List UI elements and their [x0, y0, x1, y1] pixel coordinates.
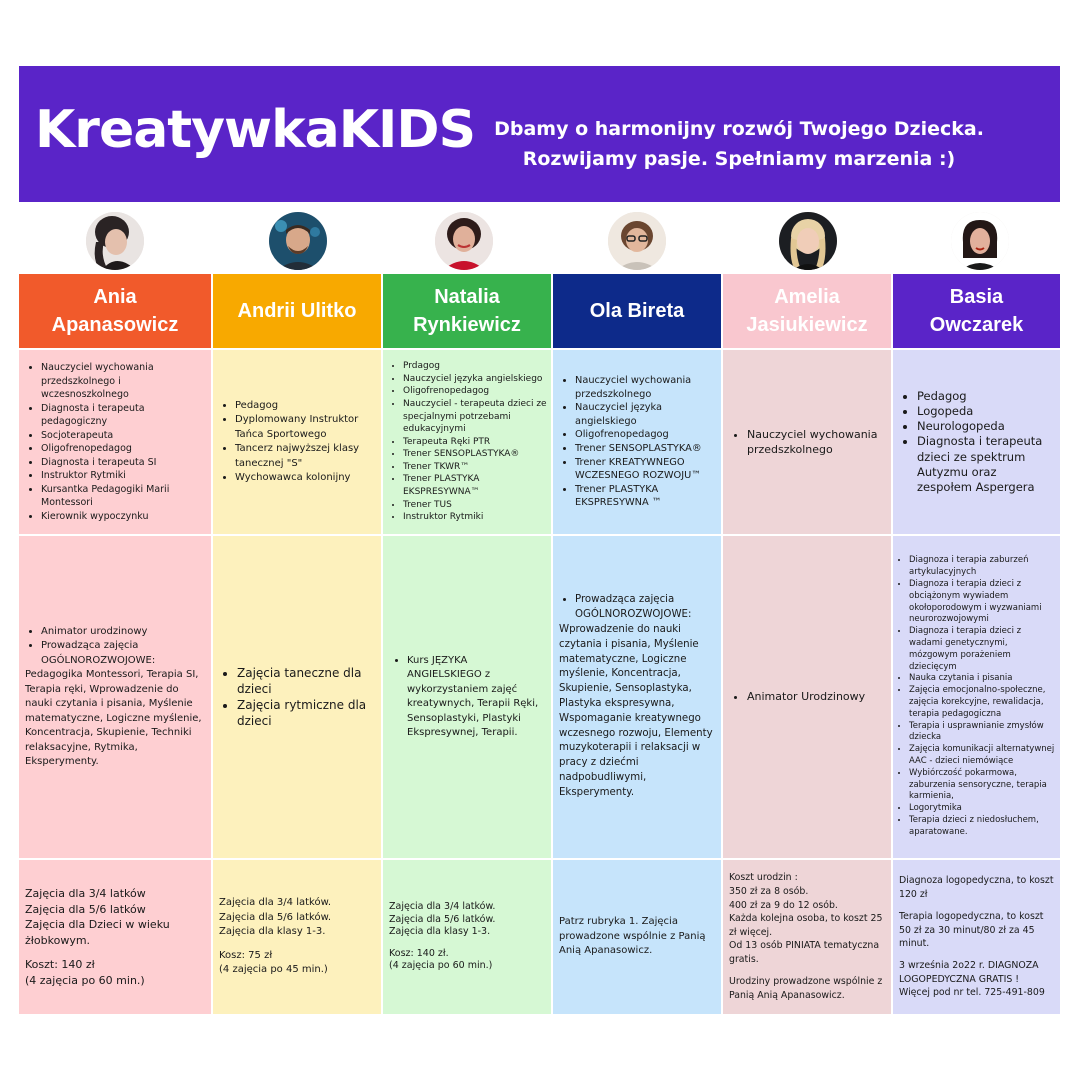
column-basia [893, 274, 1060, 1014]
pricing-cell [723, 860, 891, 1014]
pricing-line: Diagnoza logopedyczna, to koszt 120 zł [899, 875, 1054, 900]
avatar [608, 212, 666, 270]
pricing-line: Zajęcia dla 3/4 latków. [219, 897, 332, 909]
pricing-line: Zajęcia dla klasy 1-3. [219, 926, 326, 938]
list-item: • Wybiórczość pokarmowa, zaburzenia sensoryczne, terapia karmienia, [909, 768, 1056, 803]
classes-cell [213, 536, 381, 858]
column-header: Basia Owczarek [893, 274, 1060, 348]
list-item: • Instruktor Rytmiki [41, 469, 205, 483]
list-item: • Logopeda [917, 404, 1052, 419]
tagline-line: Rozwijamy pasje. Spełniamy marzenia :) [522, 148, 956, 170]
classes-description: Wprowadzenie do nauki czytania i pisania, Myślenie matematyczne, Logiczne myślenie, Koncentracja, Skupienie, Sensoplastyka, Plastyka ekspresywna, Wspomaganie kreatywnego wczesnego rozwoju, Elementy muzykoterapii i relaksacji w pracy z dziećmi nadpobudliwymi, Eksperymenty. [559, 624, 713, 798]
list-item: • Trener TUS [403, 499, 547, 512]
list-item: • Trener PLASTYKA EKSPRESYWNA ™ [575, 483, 715, 510]
list-item: • Kurs JĘZYKA ANGIELSKIEGO z wykorzystaniem zajęć kreatywnych, Terapii Ręki, Sensoplastyki, Plastyki Ekspresywnej, Terapii. [407, 654, 543, 741]
qualifications-cell [383, 350, 551, 534]
list-item: • Trener PLASTYKA EKSPRESYWNA™ [403, 473, 547, 498]
list-item: • Trener SENSOPLASTYKA® [403, 448, 547, 461]
avatar [435, 212, 493, 270]
list-item: • Nauczyciel języka angielskiego [403, 373, 547, 386]
qualifications-cell [553, 350, 721, 534]
list-item: • Socjoterapeuta [41, 429, 205, 443]
avatar [86, 212, 144, 270]
list-item: • Trener TKWR™ [403, 461, 547, 474]
pricing-line: 3 września 2o22 r. DIAGNOZA LOGOPEDYCZNA GRATIS ! [899, 960, 1039, 985]
list-item: • Animator Urodzinowy [747, 689, 883, 705]
list-item: • Zajęcia taneczne dla dzieci [237, 665, 373, 697]
pricing-line: Zajęcia dla 5/6 latków. [219, 911, 332, 923]
list-item: • Nauczyciel wychowania przedszkolnego [747, 427, 883, 458]
column-header: Andrii Ulitko [213, 274, 381, 348]
qualifications-cell [213, 350, 381, 534]
pricing-cell [553, 860, 721, 1014]
list-item: • Tancerz najwyższej klasy tanecznej "S" [235, 442, 375, 471]
list-item: • Trener SENSOPLASTYKA® [575, 442, 715, 456]
list-item: • Nauczyciel wychowania przedszkolnego [575, 374, 715, 401]
list-item: • Terapeuta Ręki PTR [403, 436, 547, 449]
brand-logo: KreatywkaKIDS [35, 100, 476, 160]
list-item: • Terapia dzieci z niedosłuchem, aparatowane. [909, 815, 1056, 839]
list-item: • Zajęcia komunikacji alternatywnej AAC - dzieci niemówiące [909, 744, 1056, 768]
avatar [951, 212, 1009, 270]
column-ola [553, 274, 721, 1014]
pricing-line: Zajęcia dla 3/4 latków. [389, 901, 496, 913]
list-item: • Diagnoza i terapia dzieci z obciążonym wywiadem okołoporodowym i wyzwaniami neurorozwojowymi [909, 579, 1056, 626]
list-item: • Prowadząca zajęcia OGÓLNOROZWOJOWE: [41, 639, 205, 668]
classes-cell [893, 536, 1060, 858]
list-item: • Pedagog [917, 389, 1052, 404]
list-item: • Oligofrenopedagog [41, 442, 205, 456]
list-item: • Nauka czytania i pisania [909, 673, 1056, 685]
pricing-line: Koszt: 140 zł [25, 958, 95, 971]
pricing-line: Urodziny prowadzone wspólnie z Panią Anią Apanasowicz. [729, 976, 883, 1002]
list-item: • Kierownik wypoczynku [41, 510, 205, 524]
list-item: • Diagnosta i terapeuta dzieci ze spektrum Autyzmu oraz zespołem Aspergera [917, 434, 1052, 495]
list-item: • Pedagog [235, 399, 375, 414]
pricing-line: Zajęcia dla klasy 1-3. [389, 926, 491, 938]
pricing-line: Zajęcia dla Dzieci w wieku żłobkowym. [25, 918, 170, 947]
column-header: Amelia Jasiukiewicz [723, 274, 891, 348]
list-item: • Instruktor Rytmiki [403, 511, 547, 524]
column-header: Ola Bireta [553, 274, 721, 348]
header-banner [19, 66, 1060, 202]
tagline-line: Dbamy o harmonijny rozwój Twojego Dziecka. [494, 118, 984, 140]
pricing-line: Od 13 osób PINIATA tematyczna gratis. [729, 940, 880, 965]
list-item: • Oligofrenopedagog [403, 385, 547, 398]
classes-cell [553, 536, 721, 858]
list-item: • Neurologopeda [917, 419, 1052, 434]
list-item: • Prdagog [403, 360, 547, 373]
list-item: • Nauczyciel wychowania przedszkolnego i wczesnoszkolnego [41, 361, 205, 402]
list-item: • Dyplomowany Instruktor Tańca Sportowego [235, 413, 375, 442]
column-amelia [723, 274, 891, 1014]
list-item: • Zajęcia emocjonalno-społeczne, zajęcia korekcyjne, rewalidacja, terapia pedagogiczna [909, 685, 1056, 720]
list-item: • Wychowawca kolonijny [235, 471, 375, 486]
pricing-line: (4 zajęcia po 45 min.) [219, 964, 328, 976]
list-item: • Animator urodzinowy [41, 625, 205, 640]
list-item: • Logorytmika [909, 803, 1056, 815]
list-item: • Prowadząca zajęcia OGÓLNOROZWOJOWE: [575, 593, 715, 623]
pricing-line: Kosz: 140 zł. [389, 947, 449, 959]
qualifications-cell [893, 350, 1060, 534]
pricing-line: Zajęcia dla 3/4 latków [25, 887, 146, 900]
column-andrii [213, 274, 381, 1014]
list-item: • Trener KREATYWNEGO WCZESNEGO ROZWOJU™ [575, 456, 715, 483]
avatar [269, 212, 327, 270]
list-item: • Oligofrenopedagog [575, 428, 715, 442]
avatar [779, 212, 837, 270]
qualifications-cell [723, 350, 891, 534]
pricing-line: (4 zajęcia po 60 min.) [389, 960, 493, 972]
classes-cell [19, 536, 211, 858]
list-item: • Nauczyciel języka angielskiego [575, 401, 715, 428]
tagline [489, 114, 989, 174]
list-item: • Terapia i usprawnianie zmysłów dziecka [909, 721, 1056, 745]
list-item: • Nauczyciel - terapeuta dzieci ze specjalnymi potrzebami edukacyjnymi [403, 398, 547, 436]
pricing-line: Terapia logopedyczna, to koszt 50 zł za 30 minut/80 zł za 45 minut. [899, 911, 1044, 949]
pricing-line: Każda kolejna osoba, to koszt 25 zł więcej. [729, 913, 883, 938]
column-ania [19, 274, 211, 1014]
list-item: • Diagnoza i terapia dzieci z wadami genetycznymi, mózgowym porażeniem dziecięcym [909, 626, 1056, 673]
pricing-line: Więcej pod nr tel. 725-491-809 [899, 987, 1045, 999]
classes-description: Pedagogika Montessori, Terapia SI, Terapia ręki, Wprowadzenie do nauki czytania i pisania, Myślenie matematyczne, Logiczne myślenie, Koncentracja, Skupienie, Techniki relaksacyjne, Rytmika, Eksperymenty. [25, 669, 202, 767]
classes-cell [383, 536, 551, 858]
list-item: • Kursantka Pedagogiki Marii Montessori [41, 483, 205, 510]
pricing-line: Zajęcia dla 5/6 latków. [389, 913, 496, 925]
pricing-cell [893, 860, 1060, 1014]
list-item: • Zajęcia rytmiczne dla dzieci [237, 697, 373, 729]
pricing-line: Patrz rubryka 1. Zajęcia prowadzone wspólnie z Panią Anią Apanasowicz. [559, 916, 706, 957]
column-header: Natalia Rynkiewicz [383, 274, 551, 348]
column-header: Ania Apanasowicz [19, 274, 211, 348]
list-item: • Diagnosta i terapeuta SI [41, 456, 205, 470]
pricing-cell [19, 860, 211, 1014]
pricing-line: Koszt urodzin : [729, 872, 798, 884]
pricing-line: 350 zł za 8 osób. [729, 885, 809, 897]
column-natalia [383, 274, 551, 1014]
pricing-line: 400 zł za 9 do 12 osób. [729, 899, 838, 911]
qualifications-cell [19, 350, 211, 534]
list-item: • Diagnoza i terapia zaburzeń artykulacyjnych [909, 555, 1056, 579]
pricing-cell [383, 860, 551, 1014]
list-item: • Diagnosta i terapeuta pedagogiczny [41, 402, 205, 429]
pricing-cell [213, 860, 381, 1014]
staff-table [19, 274, 1060, 1014]
pricing-line: Zajęcia dla 5/6 latków [25, 902, 146, 916]
classes-cell [723, 536, 891, 858]
pricing-line: (4 zajęcia po 60 min.) [25, 973, 145, 987]
pricing-line: Kosz: 75 zł [219, 949, 273, 961]
